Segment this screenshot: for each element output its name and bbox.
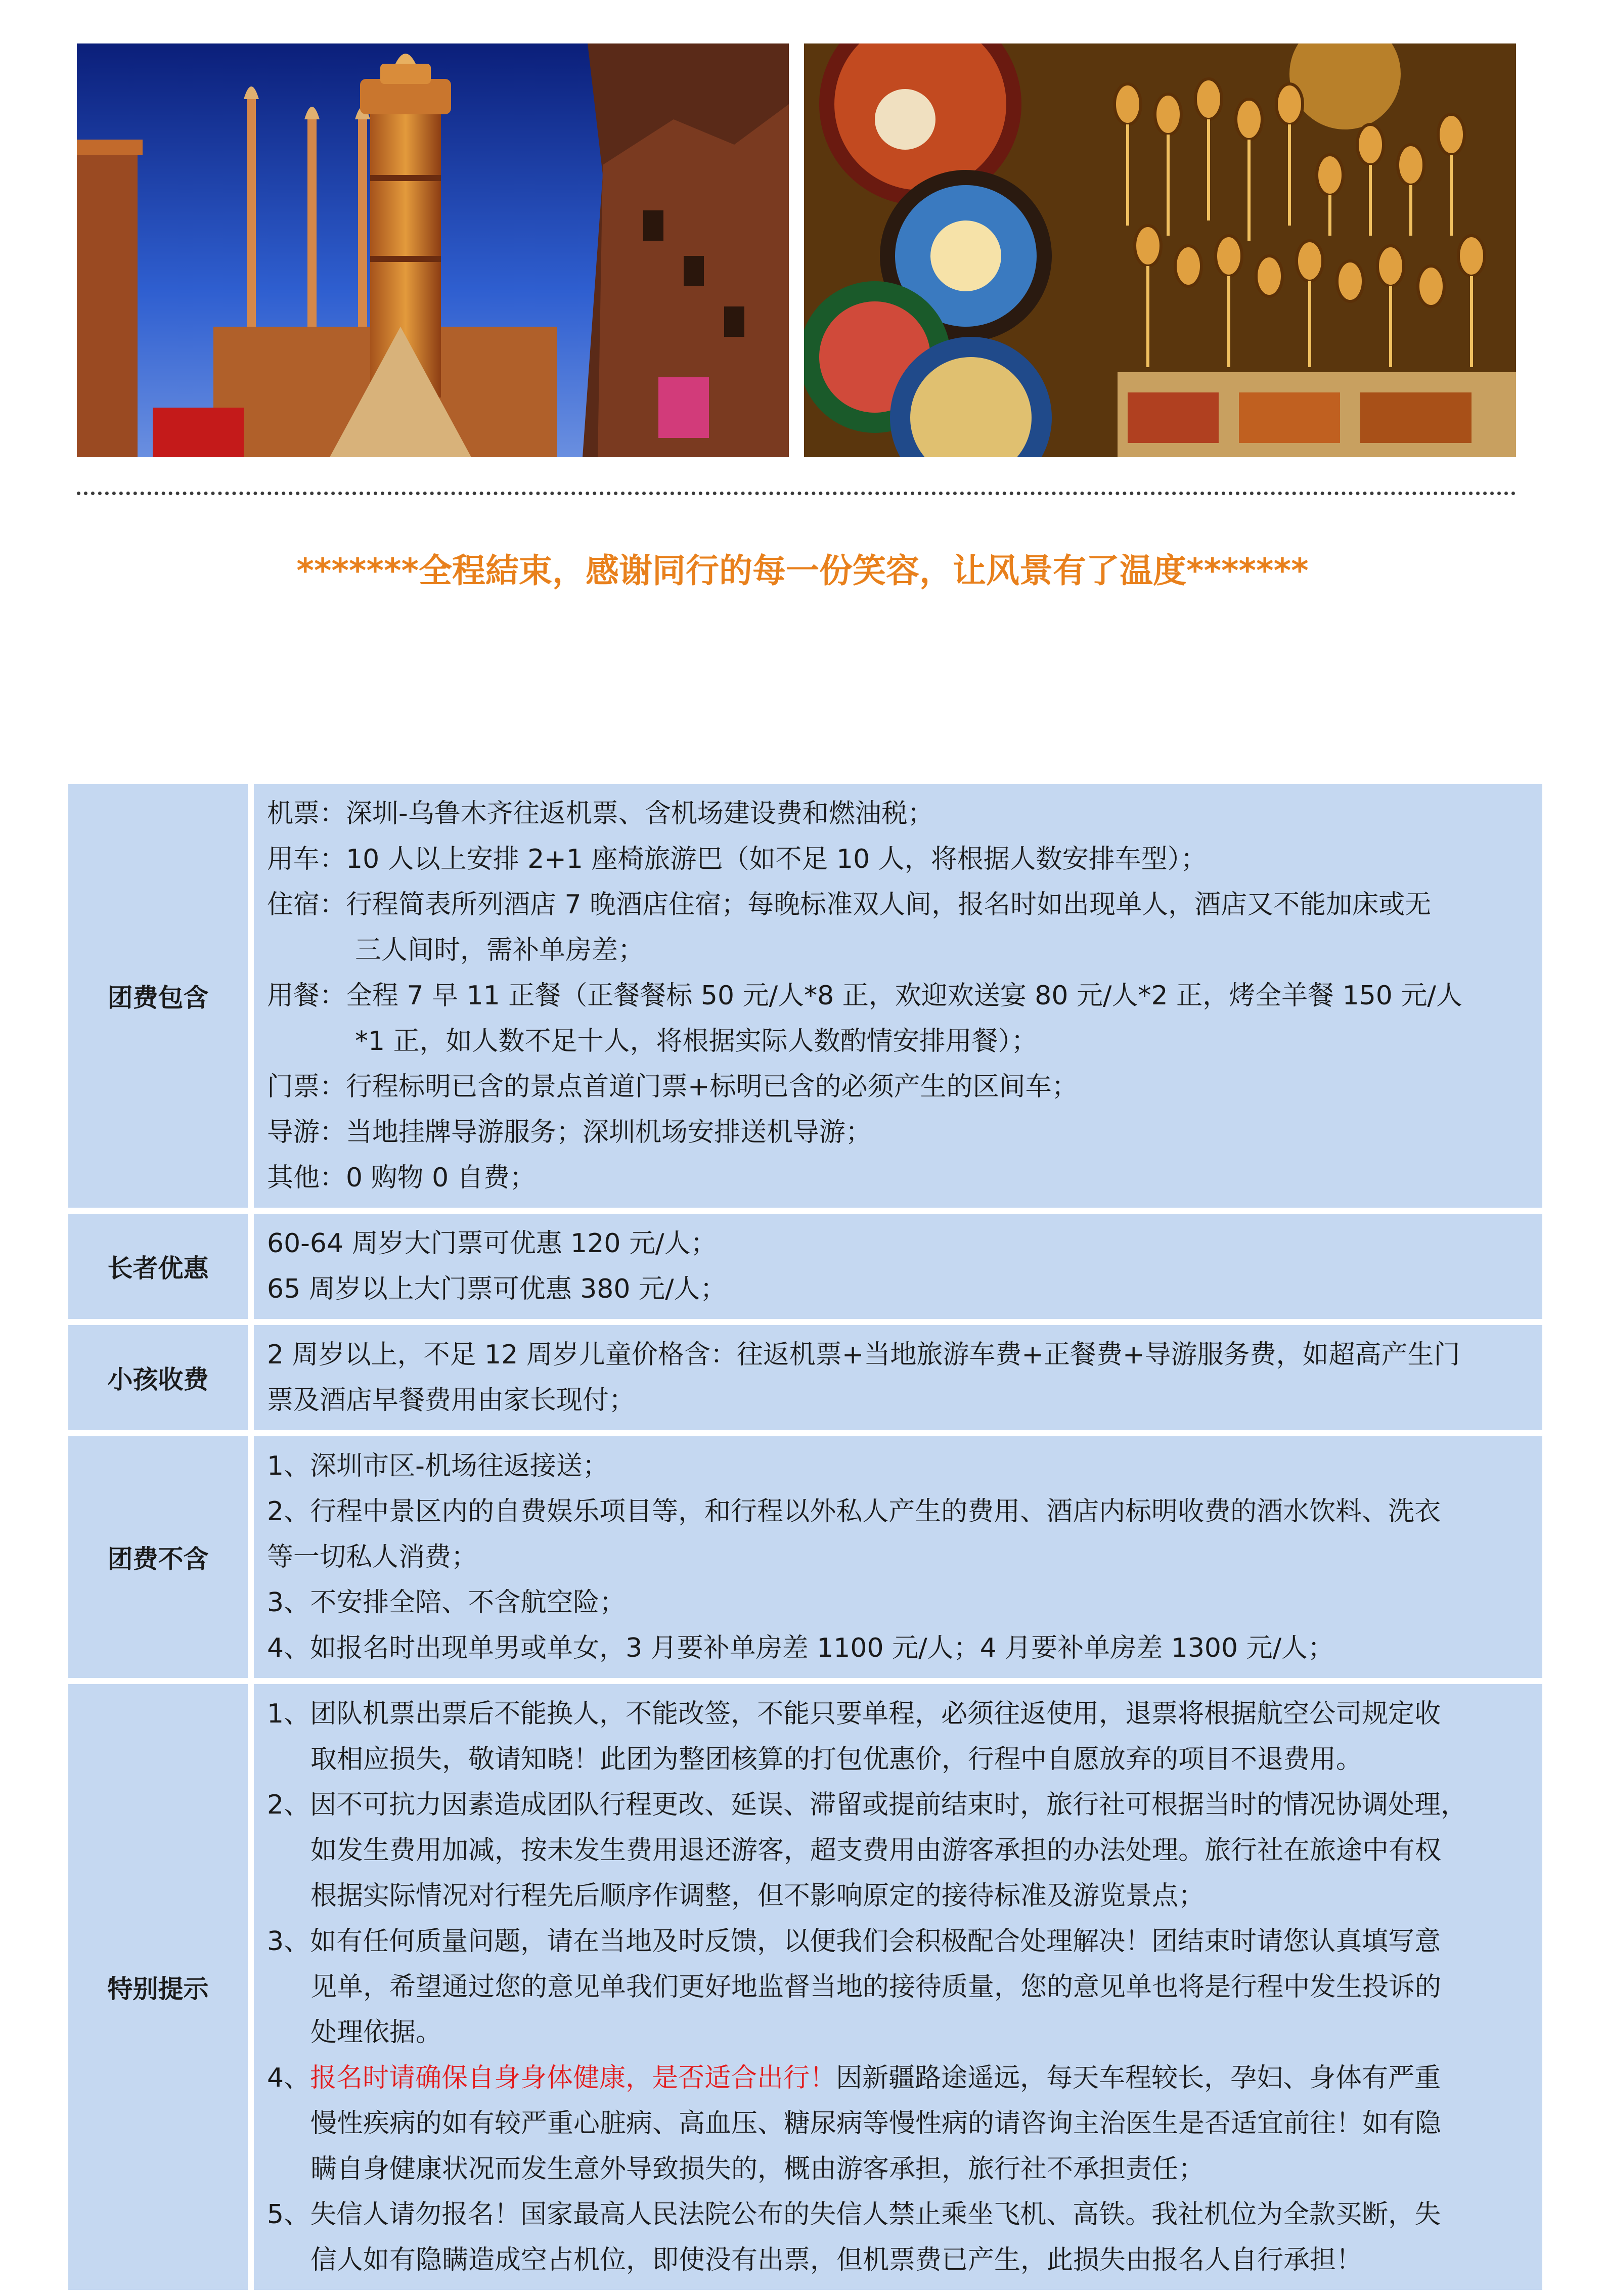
section-content [254,1436,1542,1678]
content-line [267,928,1529,973]
section-content [254,1684,1542,2290]
section-row-child-fee [68,1325,1542,1430]
content-line [267,1919,1529,1964]
line-text: 65 周岁以上大门票可优惠 380 元/人； [267,1274,727,1304]
line-text: 根据实际情况对行程先后顺序作调整，但不影响原定的接待标准及游览景点； [310,1881,1205,1911]
line-text: 取相应损失，敬请知晓！此团为整团核算的打包优惠价，行程中自愿放弃的项目不退费用。 [310,1744,1363,1775]
line-text: 慢性疾病的如有较严重心脏病、高血压、糖尿病等慢性病的请咨询主治医生是否适宜前往！如有隐 [310,2108,1442,2139]
content-line [267,1155,1529,1201]
content-line [267,2010,1529,2055]
line-text: 见单，希望通过您的意见单我们更好地监督当地的接待质量，您的意见单也将是行程中发生投诉的 [310,1972,1442,2002]
content-line [267,1580,1529,1625]
section-label: 团费不含 [68,1436,254,1678]
line-text: 3、如有任何质量问题，请在当地及时反馈，以便我们会积极配合处理解决！团结束时请您认真填写意 [267,1926,1441,1957]
content-line [267,791,1529,836]
content-line [267,1110,1529,1155]
content-line [267,836,1529,882]
section-label: 特别提示 [68,1684,254,2290]
content-line [267,1782,1529,1828]
section-row-special-notice [68,1684,1542,2290]
line-text: 信人如有隐瞒造成空占机位，即使没有出票，但机票费已产生，此损失由报名人自行承担！ [310,2245,1363,2275]
line-text: 3、不安排全陪、不含航空险； [267,1587,626,1618]
content-line [267,2192,1529,2237]
line-text: 用餐：全程 7 早 11 正餐（正餐餐标 50 元/人*8 正，欢迎欢送宴 80 元/人*2 正，烤全羊餐 150 元/人 [267,981,1462,1011]
content-line [267,1873,1529,1919]
line-text: 机票：深圳-乌鲁木齐往返机票、含机场建设费和燃油税； [267,799,934,829]
line-text: 瞒自身健康状况而发生意外导致损失的，概由游客承担，旅行社不承担责任； [310,2154,1205,2184]
item-number: 4、 [267,2063,310,2093]
content-line [267,2101,1529,2146]
line-text: 门票：行程标明已含的景点首道门票+标明已含的必须产生的区间车； [267,1072,1078,1102]
line-text: 1、深圳市区-机场往返接送； [267,1451,609,1481]
section-row-senior-discount [68,1214,1542,1319]
section-content [254,1325,1542,1430]
content-line [267,2237,1529,2283]
section-row-fee-excludes [68,1436,1542,1678]
section-row-fee-includes [68,784,1542,1208]
content-line [267,1828,1529,1873]
section-label: 长者优惠 [68,1214,254,1319]
section-content [254,1214,1542,1319]
line-text: 用车：10 人以上安排 2+1 座椅旅游巴（如不足 10 人，将根据人数安排车型）； [267,844,1207,874]
line-text: 4、如报名时出现单男或单女，3 月要补单房差 1100 元/人；4 月要补单房差 1300 元/人； [267,1633,1334,1663]
content-line [267,1266,1529,1312]
line-text: 等一切私人消费； [267,1542,478,1572]
line-text: 2、行程中景区内的自费娱乐项目等，和行程以外私人产生的费用、酒店内标明收费的酒水饮料、洗衣 [267,1496,1441,1527]
content-line [267,973,1529,1019]
line-text: 如发生费用加减，按未发生费用退还游客，超支费用由游客承担的办法处理。旅行社在旅途中有权 [310,1835,1442,1866]
content-line [267,1964,1529,2010]
bazaar-tower-photo [77,43,789,457]
content-line [267,1691,1529,1737]
content-line [267,1534,1529,1580]
line-text: 60-64 周岁大门票可优惠 120 元/人； [267,1228,717,1259]
line-text: 票及酒店早餐费用由家长现付； [267,1385,636,1416]
line-text: 住宿：行程简表所列酒店 7 晚酒店住宿；每晚标准双人间，报名时如出现单人，酒店又不能加床或无 [267,890,1432,920]
line-text: 1、团队机票出票后不能换人，不能改签，不能只要单程，必须往返使用，退票将根据航空公司规定收 [267,1699,1441,1729]
section-content [254,784,1542,1208]
content-line [267,1737,1529,1782]
closing-message: *******全程結束，感谢同行的每一份笑容，让风景有了温度******* [296,551,1309,590]
content-line [267,1332,1529,1378]
content-line [267,1064,1529,1110]
line-text: 其他：0 购物 0 自费； [267,1163,536,1193]
line-text: 三人间时，需补单房差； [355,935,645,965]
line-text: 导游：当地挂牌导游服务；深圳机场安排送机导游； [267,1117,872,1147]
line-text: 2、因不可抗力因素造成团队行程更改、延误、滞留或提前结束时，旅行社可根据当时的情况协调处理， [267,1790,1467,1820]
line-text: 2 周岁以上，不足 12 周岁儿童价格含：往返机票+当地旅游车费+正餐费+导游服务费，如超高产生门 [267,1340,1460,1370]
line-text: 处理依据。 [310,2017,442,2048]
content-line [267,1221,1529,1266]
content-line [267,2055,1529,2101]
content-line [267,1019,1529,1064]
content-line [267,2146,1529,2192]
line-text: 5、失信人请勿报名！国家最高人民法院公布的失信人禁止乘坐飞机、高铁。我社机位为全款买断，失 [267,2199,1441,2230]
section-label: 小孩收费 [68,1325,254,1430]
tour-info-table [68,778,1542,2296]
section-label: 团费包含 [68,784,254,1208]
line-text: 因新疆路途遥远，每天车程较长，孕妇、身体有严重 [836,2063,1441,2093]
musical-instruments-shop-photo [804,43,1516,457]
content-line [267,1443,1529,1489]
content-line [267,1378,1529,1423]
dotted-divider [77,492,1516,495]
content-line [267,882,1529,928]
content-line [267,1625,1529,1671]
highlight-warning: 报名时请确保自身身体健康，是否适合出行！ [310,2063,836,2093]
content-line [267,1489,1529,1534]
line-text: *1 正，如人数不足十人，将根据实际人数酌情安排用餐）； [355,1026,1038,1056]
